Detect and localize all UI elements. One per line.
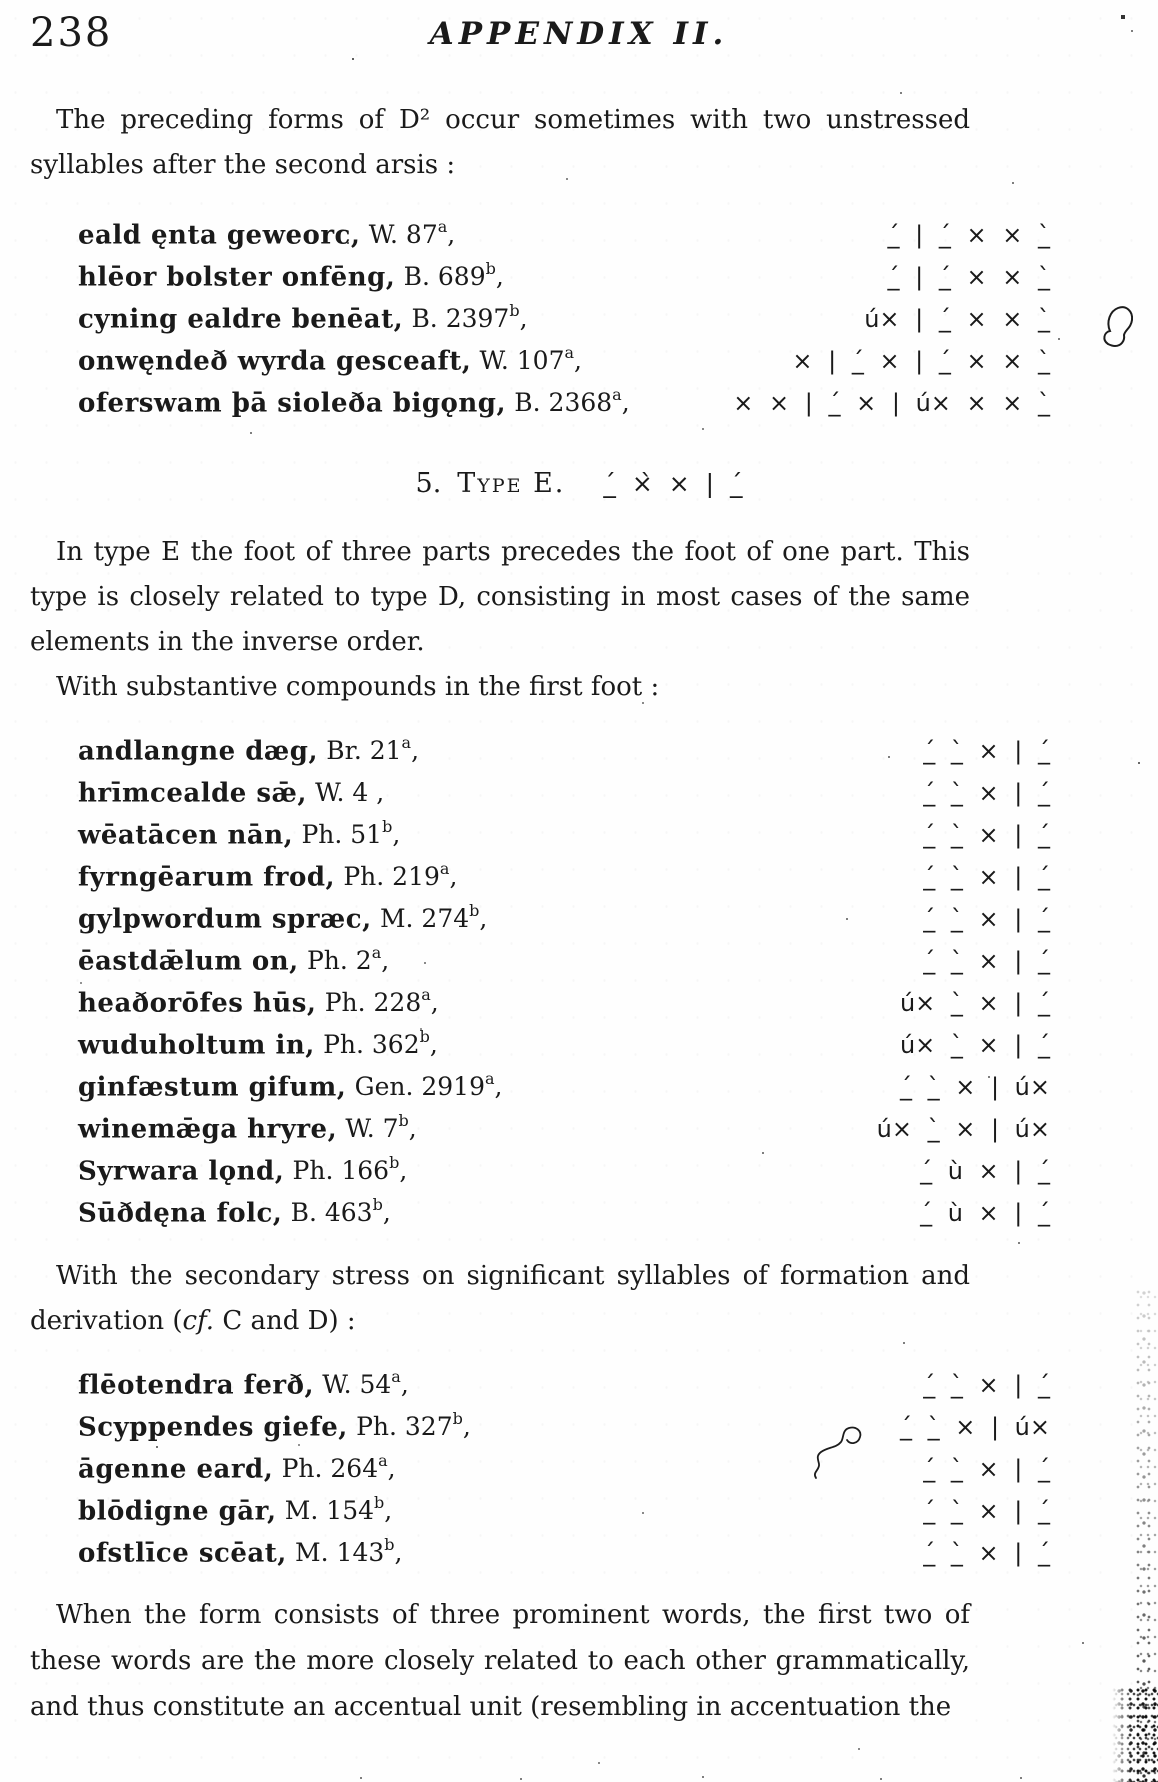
citation-sup: b	[452, 1409, 463, 1428]
citation	[326, 733, 420, 766]
metrical-notation: × | ´̲ × | ´̲ × × `̲	[792, 347, 1050, 376]
citation-sup: a	[484, 1069, 495, 1088]
citation	[284, 1493, 393, 1526]
ink-mark-loop	[1096, 300, 1140, 356]
citation-ref: B. 689	[403, 262, 486, 292]
citation-sup: b	[384, 1535, 395, 1554]
verse-row	[78, 292, 1050, 334]
comma: ,	[494, 1072, 503, 1102]
citation	[295, 1535, 403, 1568]
old-english-phrase: ginfæstum gifum,	[78, 1072, 347, 1103]
comma: ,	[382, 1198, 391, 1228]
citation	[514, 385, 630, 418]
citation	[306, 943, 390, 976]
citation-ref: W. 107	[479, 346, 565, 376]
citation-sup: b	[485, 259, 496, 278]
citation-sup: b	[389, 1153, 400, 1172]
citation-ref: Ph. 51	[301, 820, 383, 850]
verse-row	[78, 976, 1050, 1018]
comma: ,	[381, 946, 390, 976]
metrical-notation: ´̲ `̲ × | ´̲	[923, 821, 1050, 850]
old-english-phrase: cyning ealdre benēat,	[78, 304, 404, 335]
paragraph-intro: The preceding forms of D² occur sometimes with two unstressed syllables after the second arsis :	[30, 105, 970, 180]
verse-row	[78, 850, 1050, 892]
metrical-notation: ú× | ´̲ × × `̲	[864, 305, 1050, 334]
metrical-notation: ´̲ | ´̲ × × `̲	[887, 263, 1050, 292]
verse-row	[78, 1102, 1050, 1144]
citation-ref: B. 2368	[514, 388, 613, 418]
citation	[324, 985, 439, 1018]
citation-ref: M. 143	[295, 1538, 385, 1568]
citation-ref: Br. 21	[326, 736, 402, 766]
paragraph-type-e: In type E the foot of three parts precedes the foot of one part. This type is closely related to type D, consisting in most cases of the same elements in the inverse order.	[30, 537, 970, 657]
citation-ref: W. 4	[315, 778, 377, 808]
metrical-notation: ´̲ `̲ × | ´̲	[923, 1371, 1050, 1400]
comma: ,	[621, 388, 630, 418]
page-header	[0, 0, 1158, 72]
verse-list-substantive	[78, 724, 1050, 1228]
verse-row	[78, 724, 1050, 766]
citation	[343, 859, 458, 892]
citation-ref: Gen. 2919	[354, 1072, 485, 1102]
comma: ,	[519, 304, 528, 334]
citation-sup: b	[509, 301, 520, 320]
metrical-notation: ´̲ `̲ × | ú×	[899, 1073, 1050, 1102]
comma: ,	[387, 1454, 396, 1484]
old-english-phrase: wuduholtum in,	[78, 1030, 315, 1061]
citation	[403, 259, 504, 292]
citation	[479, 343, 582, 376]
citation-sup: b	[374, 1493, 385, 1512]
paragraph-closing: When the form consists of three prominent words, the first two of these words are the more closely related to each other grammatically, and thus constitute an accentual unit (resembling in accentuation the	[30, 1600, 970, 1722]
citation	[301, 817, 401, 850]
verse-list-derivation	[78, 1358, 1050, 1568]
old-english-phrase: blōdigne gār,	[78, 1496, 277, 1527]
verse-row	[78, 808, 1050, 850]
citation-ref: W. 54	[322, 1370, 392, 1400]
old-english-phrase: hlēor bolster onfēng,	[78, 262, 396, 293]
citation-ref: W. 87	[368, 220, 438, 250]
citation-ref: Ph. 166	[292, 1156, 390, 1186]
scan-corner-noise	[1112, 1688, 1158, 1782]
citation-ref: B. 2397	[411, 304, 510, 334]
citation-sup: a	[421, 985, 431, 1004]
metrical-notation: × × | ´̲ × | ú× × × `̲	[733, 389, 1050, 418]
citation	[281, 1451, 396, 1484]
citation	[356, 1409, 471, 1442]
metrical-notation: ´̲ `̲ × | ´̲	[923, 1455, 1050, 1484]
verse-text	[78, 1186, 391, 1234]
verse-row	[78, 892, 1050, 934]
citation	[290, 1195, 391, 1228]
metrical-notation: ´̲ `̲ × | ú×	[899, 1413, 1050, 1442]
citation-sup: b	[419, 1027, 430, 1046]
metrical-notation: ´̲ `̲ × | ´̲	[923, 947, 1050, 976]
comma: ,	[429, 1030, 438, 1060]
old-english-phrase: ēastdǣlum on,	[78, 946, 299, 977]
metrical-notation: ´̲ `̲ × | ´̲	[923, 737, 1050, 766]
scan-speckles	[0, 0, 2, 2]
verse-row	[78, 1526, 1050, 1568]
citation-sup: a	[378, 1451, 388, 1470]
verse-text	[78, 376, 630, 424]
old-english-phrase: ofstlīce scēat,	[78, 1538, 287, 1569]
section-heading	[0, 462, 1158, 506]
verse-row	[78, 1060, 1050, 1102]
metrical-notation: ´̲ `̲ × | ´̲	[923, 905, 1050, 934]
verse-row	[78, 766, 1050, 808]
old-english-phrase: flēotendra ferð,	[78, 1370, 314, 1401]
metrical-notation: ú× `̲ × | ´̲	[899, 1031, 1050, 1060]
verse-row	[78, 1358, 1050, 1400]
citation-sup: a	[391, 1367, 401, 1386]
verse-row	[78, 208, 1050, 250]
citation-sup: a	[612, 385, 622, 404]
old-english-phrase: Sūðdęna folc,	[78, 1198, 283, 1229]
paragraph-text: With the secondary stress on significant syllables of formation and derivation (	[30, 1261, 970, 1336]
comma: ,	[449, 862, 458, 892]
old-english-phrase: winemǣga hryre,	[78, 1114, 338, 1145]
metrical-notation: ú× `̲ × | ´̲	[899, 989, 1050, 1018]
verse-row	[78, 934, 1050, 976]
citation-ref: Ph. 228	[324, 988, 422, 1018]
citation	[368, 217, 456, 250]
comma: ,	[394, 1538, 403, 1568]
old-english-phrase: Scyppendes giefe,	[78, 1412, 348, 1443]
verse-text	[78, 1526, 402, 1574]
page-number: 238	[30, 10, 113, 56]
comma: ,	[392, 820, 401, 850]
citation-sup: b	[382, 817, 393, 836]
comma: ,	[430, 988, 439, 1018]
paragraph-text: C and D) :	[214, 1306, 356, 1336]
section-notation: ´̲ ×̀ × | ´̲	[603, 469, 743, 498]
comma: ,	[399, 1156, 408, 1186]
old-english-phrase: onwęndeð wyrda gesceaft,	[78, 346, 472, 377]
metrical-notation: ´̲ | ´̲ × × `̲	[887, 221, 1050, 250]
metrical-notation: ´̲ `̲ × | ´̲	[923, 1497, 1050, 1526]
citation-sup: b	[469, 901, 480, 920]
cf-italic: cf.	[182, 1306, 215, 1336]
paragraph-secondary-stress	[30, 1254, 970, 1344]
citation-sup: b	[398, 1111, 409, 1130]
citation-sup: a	[437, 217, 448, 236]
citation-ref: M. 274	[379, 904, 470, 934]
citation	[411, 301, 528, 334]
citation-ref: W. 7	[345, 1114, 399, 1144]
old-english-phrase: oferswam þā sioleða bigǫng,	[78, 388, 507, 419]
paragraph-substantive: With substantive compounds in the first foot :	[56, 672, 660, 702]
comma: ,	[495, 262, 504, 292]
verse-row	[78, 250, 1050, 292]
comma: ,	[462, 1412, 471, 1442]
citation-ref: M. 154	[284, 1496, 375, 1526]
citation-sup: a	[439, 859, 450, 878]
comma: ,	[384, 1496, 393, 1526]
old-english-phrase: gylpwordum spræc,	[78, 904, 372, 935]
citation	[379, 901, 488, 934]
verse-list-d2	[78, 208, 1050, 418]
comma: ,	[447, 220, 456, 250]
citation	[345, 1111, 417, 1144]
comma: ,	[479, 904, 488, 934]
comma: ,	[574, 346, 582, 376]
comma: ,	[376, 778, 385, 808]
citation-sup: a	[371, 943, 382, 962]
citation-sup: a	[564, 343, 575, 362]
metrical-notation: ´̲ `̲ × | ´̲	[923, 863, 1050, 892]
old-english-phrase: Syrwara lǫnd,	[78, 1156, 285, 1187]
old-english-phrase: andlangne dæg,	[78, 736, 318, 767]
comma: ,	[411, 736, 420, 766]
section-number: 5.	[415, 468, 442, 499]
citation	[292, 1153, 408, 1186]
comma: ,	[400, 1370, 409, 1400]
old-english-phrase: hrīmcealde sǣ,	[78, 778, 307, 809]
citation-ref: Ph. 2	[306, 946, 372, 976]
verse-row	[78, 1018, 1050, 1060]
citation	[322, 1367, 409, 1400]
old-english-phrase: wēatācen nān,	[78, 820, 294, 851]
citation-ref: Ph. 362	[323, 1030, 420, 1060]
verse-row	[78, 376, 1050, 418]
section-type-label: Type E.	[457, 468, 566, 499]
citation-ref: Ph. 264	[281, 1454, 379, 1484]
ink-mark-squiggle	[806, 1420, 870, 1482]
verse-row	[78, 1484, 1050, 1526]
metrical-notation: ´̲ ù × | ´̲	[920, 1157, 1050, 1186]
comma: ,	[408, 1114, 417, 1144]
old-english-phrase: āgenne eard,	[78, 1454, 274, 1485]
old-english-phrase: eald ęnta geweorc,	[78, 220, 361, 251]
citation-sup: a	[401, 733, 412, 752]
verse-row	[78, 1400, 1050, 1442]
citation	[323, 1027, 438, 1060]
verse-row	[78, 1186, 1050, 1228]
running-title: APPENDIX II.	[429, 16, 729, 52]
metrical-notation: ´̲ `̲ × | ´̲	[923, 779, 1050, 808]
old-english-phrase: fyrngēarum frod,	[78, 862, 336, 893]
citation-ref: B. 463	[290, 1198, 373, 1228]
metrical-notation: ú× `̲ × | ú×	[876, 1115, 1050, 1144]
citation-sup: b	[372, 1195, 383, 1214]
citation	[354, 1069, 503, 1102]
verse-row	[78, 334, 1050, 376]
old-english-phrase: heaðorōfes hūs,	[78, 988, 317, 1019]
metrical-notation: ´̲ ù × | ´̲	[920, 1199, 1050, 1228]
citation	[315, 778, 384, 807]
metrical-notation: ´̲ `̲ × | ´̲	[923, 1539, 1050, 1568]
citation-ref: Ph. 327	[356, 1412, 453, 1442]
citation-ref: Ph. 219	[343, 862, 440, 892]
